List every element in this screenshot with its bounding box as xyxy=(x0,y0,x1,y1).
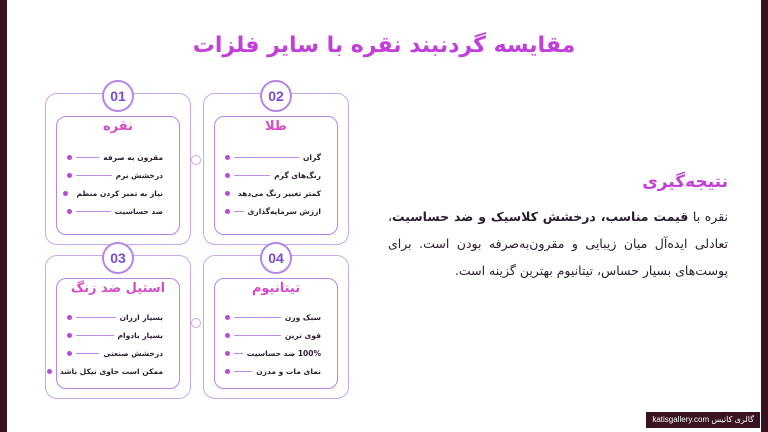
bullet-dot-icon xyxy=(63,191,68,196)
bullet-dot-icon xyxy=(225,155,230,160)
item-text: سبک وزن xyxy=(284,312,321,322)
item-line xyxy=(234,353,243,354)
item-text: بسیار ارزان xyxy=(119,312,163,322)
list-item xyxy=(67,150,163,164)
bullet-dot-icon xyxy=(225,209,230,214)
list-item xyxy=(67,346,163,360)
item-text: ارزش سرمایه‌گذاری xyxy=(247,206,321,216)
card-gold xyxy=(203,88,349,245)
item-line xyxy=(76,353,99,354)
comparison-diagram xyxy=(30,78,365,400)
right-frame-bar xyxy=(761,0,768,432)
paragraph-bold-text: قیمت مناسب، درخشش کلاسیک و ضد حساسیت xyxy=(392,209,689,224)
item-text: قوی ترین xyxy=(284,330,321,340)
item-text: نمای مات و مدرن xyxy=(256,366,321,376)
card-inner xyxy=(56,278,180,389)
bullet-dot-icon xyxy=(225,173,230,178)
list-item xyxy=(225,328,321,342)
item-line xyxy=(234,371,252,372)
bullet-dot-icon xyxy=(47,369,52,374)
item-line xyxy=(76,157,99,158)
conclusion-paragraph xyxy=(388,203,728,284)
item-text: بسیار بادوام xyxy=(117,330,163,340)
list-item xyxy=(225,186,321,200)
left-frame-bar xyxy=(0,0,7,432)
bullet-dot-icon xyxy=(225,333,230,338)
item-line xyxy=(234,317,281,318)
list-item xyxy=(225,168,321,182)
item-line xyxy=(76,175,112,176)
footer-watermark: گالری کاتیس katisgallery.com xyxy=(646,412,760,428)
item-text: نیاز به تمیز کردن منظم xyxy=(76,188,163,198)
card-titanium xyxy=(203,250,349,399)
item-line xyxy=(234,211,244,212)
bullet-dot-icon xyxy=(225,315,230,320)
item-line xyxy=(76,211,111,212)
card-title: تیتانیوم xyxy=(251,281,301,296)
item-text: درخشش صنعتی xyxy=(103,348,163,358)
item-line xyxy=(234,335,281,336)
list-item xyxy=(67,328,163,342)
conclusion-heading: نتیجه‌گیری xyxy=(642,172,728,192)
list-item xyxy=(225,364,321,378)
item-text: درخشش نرم xyxy=(115,170,163,180)
item-line xyxy=(76,317,116,318)
list-item xyxy=(225,204,321,218)
card-number-badge: 04 xyxy=(260,242,292,274)
connector-bottom xyxy=(191,318,201,328)
card-number-badge: 01 xyxy=(102,80,134,112)
card-title: طلا xyxy=(264,119,288,134)
card-inner xyxy=(214,278,338,389)
bullet-dot-icon xyxy=(67,315,72,320)
card-inner xyxy=(56,116,180,235)
list-item xyxy=(225,310,321,324)
card-stainless-steel xyxy=(45,250,191,399)
bullet-dot-icon xyxy=(225,351,230,356)
paragraph-text: نقره با xyxy=(688,209,728,224)
list-item xyxy=(67,310,163,324)
card-inner xyxy=(214,116,338,235)
slide-title: مقایسه گردنبند نقره با سایر فلزات xyxy=(192,33,576,58)
item-text: ممکن است حاوی نیکل باشد xyxy=(59,366,163,376)
list-item xyxy=(59,364,163,378)
connector-top xyxy=(191,155,201,165)
item-text: ضد حساسیت xyxy=(114,206,163,216)
list-item xyxy=(67,186,163,200)
paragraph-text: ، تعادلی ایده‌آل میان زیبایی و مقرون‌به‌صرفه بودن است. برای پوست‌های بسیار حساس، تیتانیوم بهترین گزینه است. xyxy=(388,209,728,278)
bullet-dot-icon xyxy=(67,155,72,160)
list-item xyxy=(67,204,163,218)
list-item xyxy=(67,168,163,182)
list-item xyxy=(225,346,321,360)
bullet-dot-icon xyxy=(67,209,72,214)
bullet-dot-icon xyxy=(225,369,230,374)
item-text: مقرون به صرفه xyxy=(103,152,163,162)
item-text: 100% ضد حساسیت xyxy=(246,348,321,358)
card-number-badge: 03 xyxy=(102,242,134,274)
item-text: گران xyxy=(303,152,321,162)
item-text: رنگ‌های گرم xyxy=(274,170,321,180)
card-title: نقره xyxy=(103,119,133,134)
item-text: کمتر تغییر رنگ می‌دهد xyxy=(237,188,321,198)
bullet-dot-icon xyxy=(67,351,72,356)
bullet-dot-icon xyxy=(225,191,230,196)
card-silver xyxy=(45,88,191,245)
list-item xyxy=(225,150,321,164)
item-line xyxy=(234,157,299,158)
card-number-badge: 02 xyxy=(260,80,292,112)
card-title: استیل ضد زنگ xyxy=(70,281,166,296)
item-line xyxy=(76,335,114,336)
bullet-dot-icon xyxy=(67,333,72,338)
bullet-dot-icon xyxy=(67,173,72,178)
item-line xyxy=(234,175,270,176)
